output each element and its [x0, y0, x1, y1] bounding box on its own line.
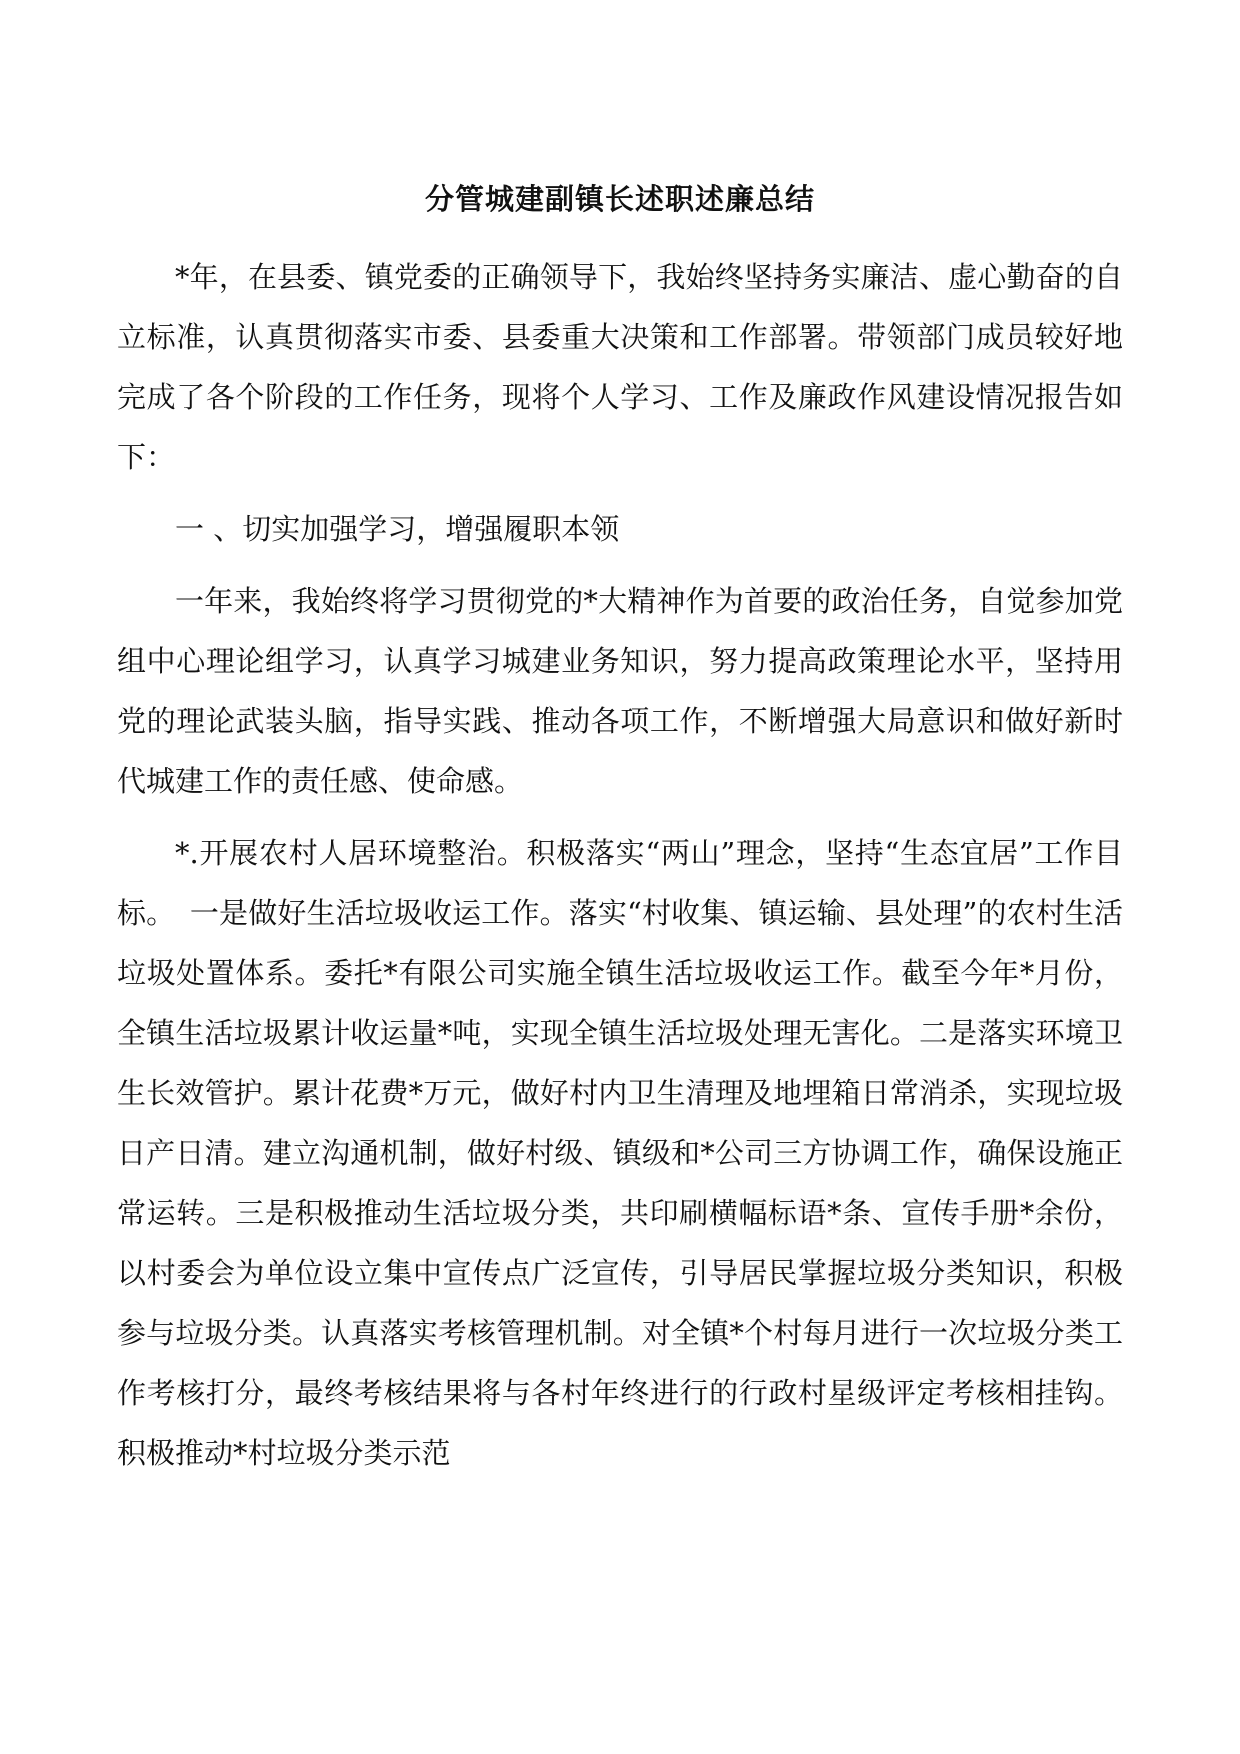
intro-paragraph: *年，在县委、镇党委的正确领导下，我始终坚持务实廉洁、虚心勤奋的自立标准，认真贯彻落实市委、县委重大决策和工作部署。带领部门成员较好地完成了各个阶段的工作任务，现将个人学习、工作及廉政作风建设情况报告如下： — [117, 260, 1123, 474]
section-heading-1: 一 、切实加强学习，增强履职本领 — [175, 512, 620, 546]
document-title: 分管城建副镇长述职述廉总结 — [424, 182, 815, 216]
environment-paragraph: *.开展农村人居环境整治。积极落实“两山”理念，坚持“生态宜居”工作目标。 一是做好生活垃圾收运工作。落实“村收集、镇运输、县处理”的农村生活垃圾处置体系。委托*有限公司实施全镇生活垃圾收运工作。截至今年*月份，全镇生活垃圾累计收运量*吨，实现全镇生活垃圾处理无害化。二是落实环境卫生长效管护。累计花费*万元，做好村内卫生清理及地埋箱日常消杀，实现垃圾日产日清。建立沟通机制，做好村级、镇级和*公司三方协调工作，确保设施正常运转。三是积极推动生活垃圾分类，共印刷横幅标语*条、宣传手册*余份，以村委会为单位设立集中宣传点广泛宣传，引导居民掌握垃圾分类知识，积极参与垃圾分类。认真落实考核管理机制。对全镇*个村每月进行一次垃圾分类工作考核打分，最终考核结果将与各村年终进行的行政村星级评定考核相挂钩。积极推动*村垃圾分类示范 — [117, 836, 1123, 1470]
study-paragraph: 一年来，我始终将学习贯彻党的*大精神作为首要的政治任务，自觉参加党组中心理论组学习，认真学习城建业务知识，努力提高政策理论水平，坚持用党的理论武装头脑，指导实践、推动各项工作，不断增强大局意识和做好新时代城建工作的责任感、使命感。 — [117, 584, 1123, 798]
document-body — [117, 175, 1123, 1483]
